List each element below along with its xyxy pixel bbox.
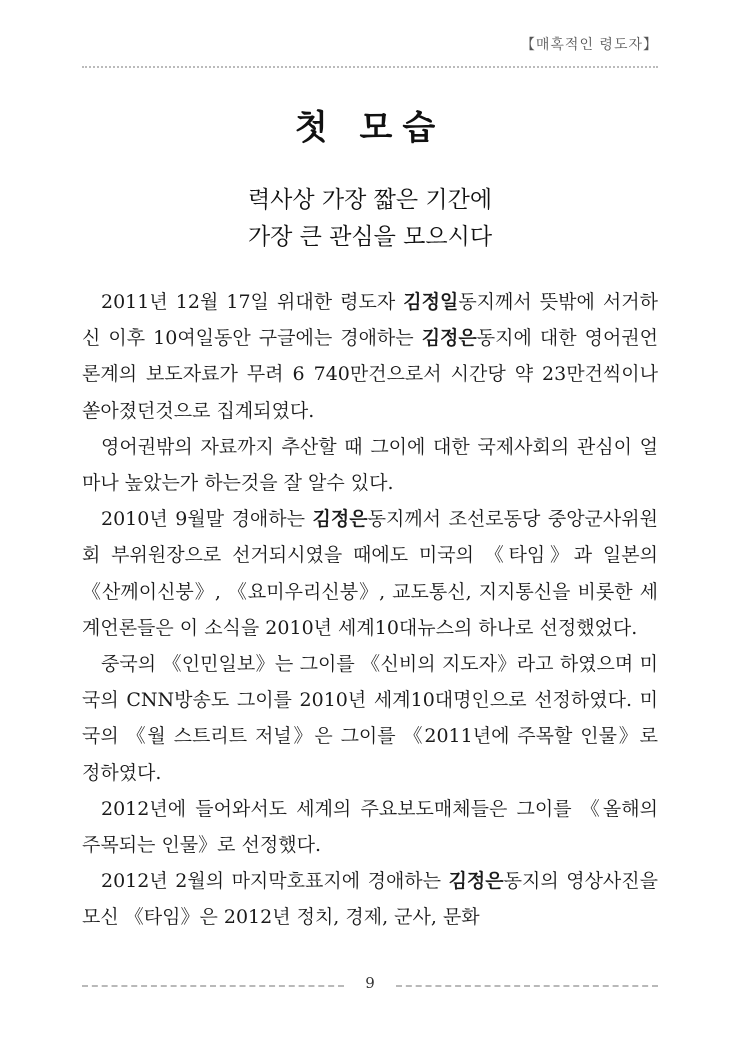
paragraph-text: 2012년에 들어와서도 세계의 주요보도매체들은 그이를 《올해의 주목되는 인물》로 선정했다. <box>82 797 658 857</box>
highlighted-name: 김정일 <box>403 291 459 313</box>
highlighted-name: 김정은 <box>421 327 477 350</box>
paragraph <box>82 284 658 429</box>
page-number: 9 <box>365 974 375 992</box>
chapter-title: 첫 모습 <box>294 108 446 148</box>
paragraph <box>82 791 658 863</box>
paragraph <box>82 429 658 501</box>
highlighted-name: 김정은 <box>312 508 368 531</box>
paragraph <box>82 501 658 646</box>
paragraph-text: 영어권밖의 자료까지 추산할 때 그이에 대한 국제사회의 관심이 얼마나 높았는가 하는것을 잘 알수 있다. <box>82 435 658 495</box>
highlighted-name: 김정은 <box>448 870 504 893</box>
paragraph-text: 중국의 《인민일보》는 그이를 《신비의 지도자》라고 하였으며 미국의 CNN방송도 그이를 2010년 세계10대명인으로 선정하였다. 미국의 《월 스트리트 저널》은 그이를 《2011년에 주목할 인물》로 정하였다. <box>82 653 658 784</box>
body-text <box>82 284 658 936</box>
chapter-subtitle <box>0 182 740 256</box>
running-header: 【매혹적인 령도자】 <box>520 37 658 53</box>
paragraph-text: 2012년 2월의 마지막호표지에 경애하는 <box>101 870 449 893</box>
paragraph-text: 동지께서 조선로동당 중앙군사위원회 부위원장으로 선거되시였을 때에도 미국의 《타임》과 일본의 《산께이신붕》, 《요미우리신붕》, 교도통신, 지지통신을 비롯한 세계언론들은 이 소식을 2010년 세계10대뉴스의 하나로 선정했었다. <box>82 508 658 639</box>
paragraph-text: 2010년 9월말 경애하는 <box>101 508 313 531</box>
paragraph <box>82 646 658 791</box>
subtitle-line-2: 가장 큰 관심을 모으시다 <box>247 224 493 250</box>
header-divider <box>82 66 658 72</box>
paragraph-text: 2011년 12월 17일 위대한 령도자 <box>101 291 404 313</box>
subtitle-line-1: 력사상 가장 짧은 기간에 <box>247 187 493 213</box>
paragraph-text: 동지의 영상사진을 모신 《타임》은 2012년 정치, 경제, 군사, 문화 <box>82 870 658 929</box>
footer-ornament-right <box>396 985 658 990</box>
paragraph <box>82 863 658 935</box>
paragraph-text: 동지에 대한 영어권언론계의 보도자료가 무려 6 740만건으로서 시간당 약 23만건씩이나 쏟아졌던것으로 집계되였다. <box>82 327 659 422</box>
paragraph-text: 동지께서 뜻밖에 서거하신 이후 10여일동안 구글에는 경애하는 <box>82 291 658 350</box>
